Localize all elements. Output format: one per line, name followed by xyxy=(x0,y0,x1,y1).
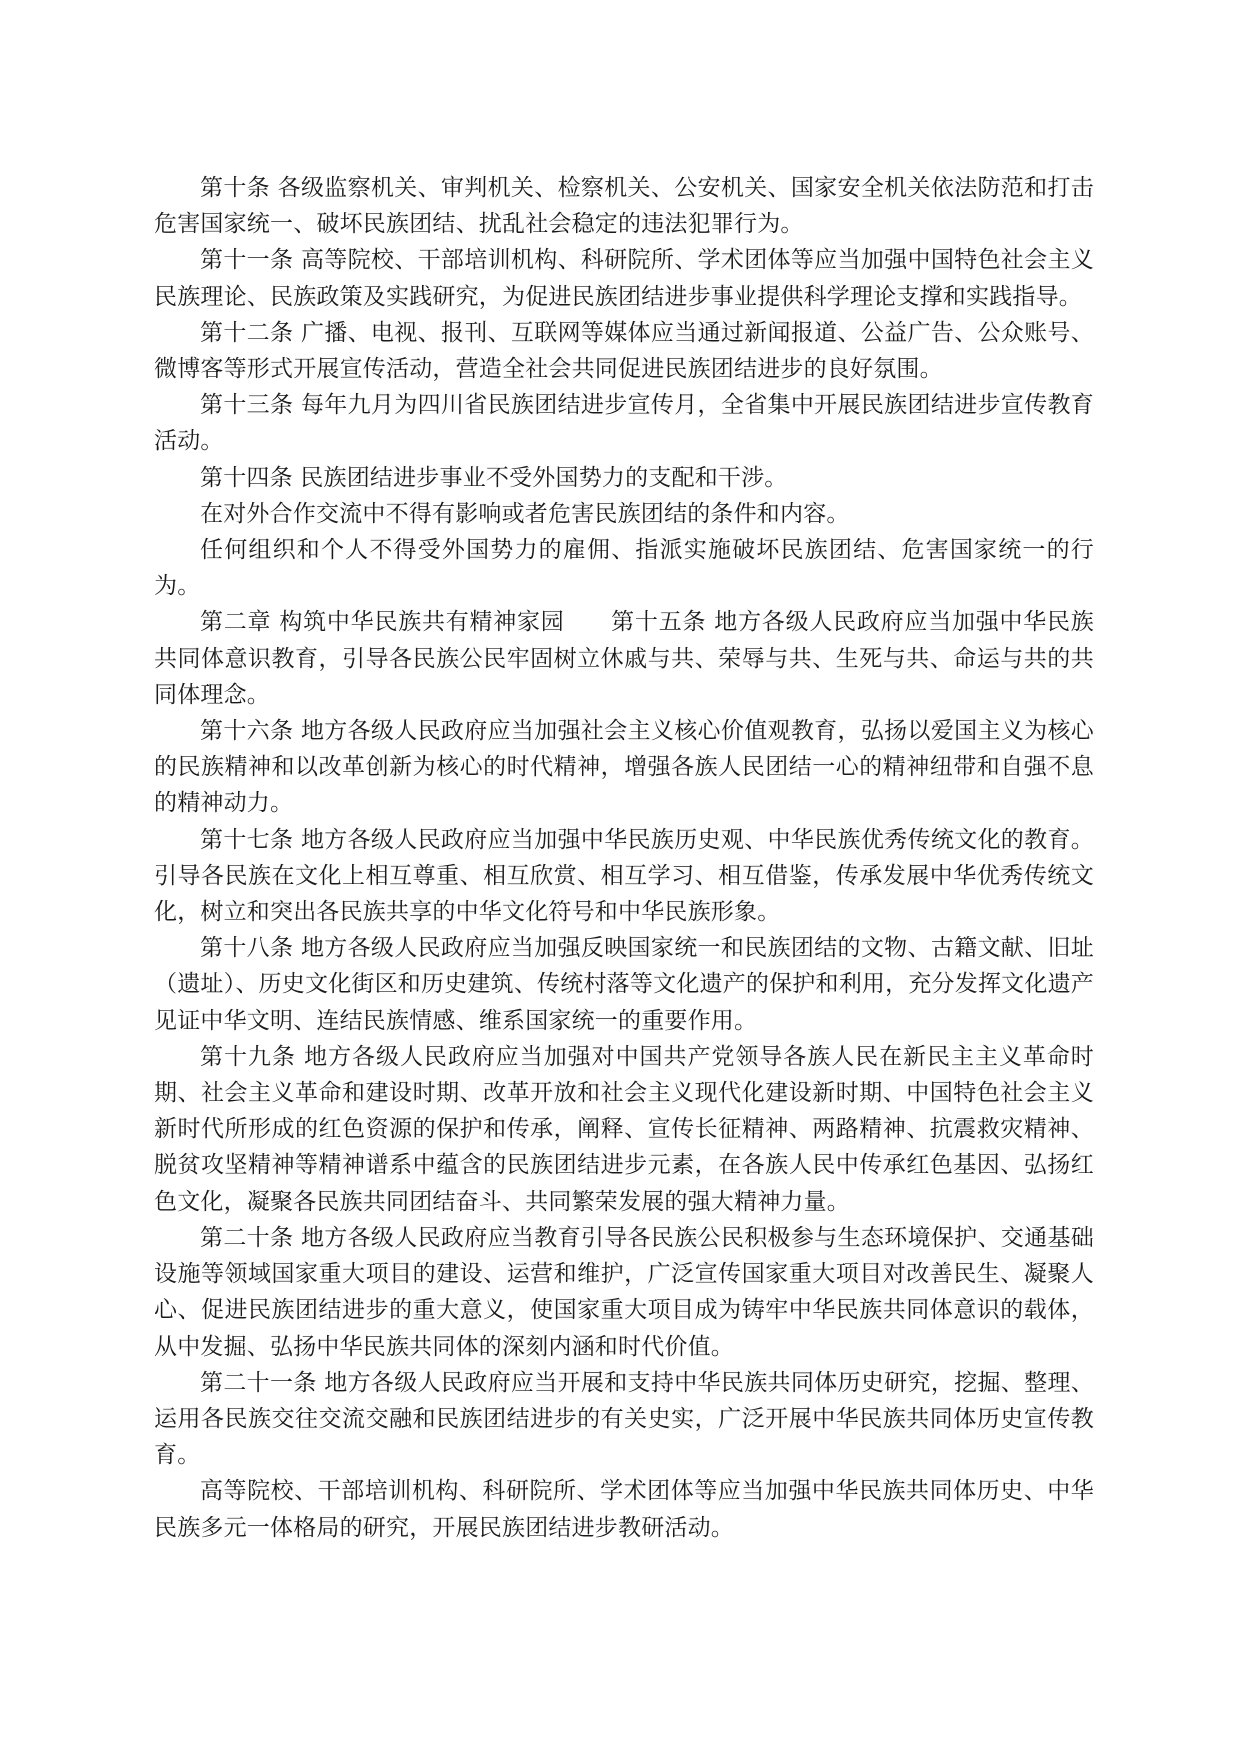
document-body xyxy=(154,170,1094,1546)
chapter-heading: 第二章 构筑中华民族共有精神家园 xyxy=(200,609,565,636)
article-18: 第十八条 地方各级人民政府应当加强反映国家统一和民族团结的文物、古籍文献、旧址（遗址）、历史文化街区和历史建筑、传统村落等文化遗产的保护和利用，充分发挥文化遗产见证中华文明、连结民族情感、维系国家统一的重要作用。 xyxy=(154,935,1094,1034)
article-10: 第十条 各级监察机关、审判机关、检察机关、公安机关、国家安全机关依法防范和打击危害国家统一、破坏民族团结、扰乱社会稳定的违法犯罪行为。 xyxy=(154,175,1094,238)
article-21: 第二十一条 地方各级人民政府应当开展和支持中华民族共同体历史研究，挖掘、整理、运用各民族交往交流交融和民族团结进步的有关史实，广泛开展中华民族共同体历史宣传教育。 xyxy=(154,1369,1094,1469)
article-14: 第十四条 民族团结进步事业不受外国势力的支配和干涉。 xyxy=(200,464,788,491)
article-16: 第十六条 地方各级人民政府应当加强社会主义核心价值观教育，弘扬以爱国主义为核心的民族精神和以改革创新为核心的时代精神，增强各族人民团结一心的精神纽带和自强不息的精神动力。 xyxy=(154,718,1094,817)
article-11: 第十一条 高等院校、干部培训机构、科研院所、学术团体等应当加强中国特色社会主义民族理论、民族政策及实践研究，为促进民族团结进步事业提供科学理论支撑和实践指导。 xyxy=(154,247,1094,310)
article-12: 第十二条 广播、电视、报刊、互联网等媒体应当通过新闻报道、公益广告、公众账号、微博客等形式开展宣传活动，营造全社会共同促进民族团结进步的良好氛围。 xyxy=(154,319,1094,383)
chapter-2-paragraph xyxy=(154,604,1094,713)
article-19: 第十九条 地方各级人民政府应当加强对中国共产党领导各族人民在新民主主义革命时期、社会主义革命和建设时期、改革开放和社会主义现代化建设新时期、中国特色社会主义新时代所形成的红色资源的保护和传承，阐释、宣传长征精神、两路精神、抗震救灾精神、脱贫攻坚精神等精神谱系中蕴含的民族团结进步元素，在各族人民中传承红色基因、弘扬红色文化，凝聚各民族共同团结奋斗、共同繁荣发展的强大精神力量。 xyxy=(154,1043,1094,1215)
article-21-clause-2: 高等院校、干部培训机构、科研院所、学术团体等应当加强中华民族共同体历史、中华民族多元一体格局的研究，开展民族团结进步教研活动。 xyxy=(154,1478,1094,1541)
article-14-clause-3: 任何组织和个人不得受外国势力的雇佣、指派实施破坏民族团结、危害国家统一的行为。 xyxy=(154,537,1094,600)
article-13: 第十三条 每年九月为四川省民族团结进步宣传月，全省集中开展民族团结进步宣传教育活动。 xyxy=(154,392,1094,455)
article-20: 第二十条 地方各级人民政府应当教育引导各民族公民积极参与生态环境保护、交通基础设施等领域国家重大项目的建设、运营和维护，广泛宣传国家重大项目对改善民生、凝聚人心、促进民族团结进步的重大意义，使国家重大项目成为铸牢中华民族共同体意识的载体，从中发掘、弘扬中华民族共同体的深刻内涵和时代价值。 xyxy=(154,1224,1094,1360)
article-17: 第十七条 地方各级人民政府应当加强中华民族历史观、中华民族优秀传统文化的教育。引导各民族在文化上相互尊重、相互欣赏、相互学习、相互借鉴，传承发展中华优秀传统文化，树立和突出各民族共享的中华文化符号和中华民族形象。 xyxy=(154,826,1094,926)
article-14-clause-2: 在对外合作交流中不得有影响或者危害民族团结的条件和内容。 xyxy=(200,500,850,527)
article-15: 第十五条 地方各级人民政府应当加强中华民族共同体意识教育，引导各民族公民牢固树立休戚与共、荣辱与共、生死与共、命运与共的共同体理念。 xyxy=(154,609,1095,708)
